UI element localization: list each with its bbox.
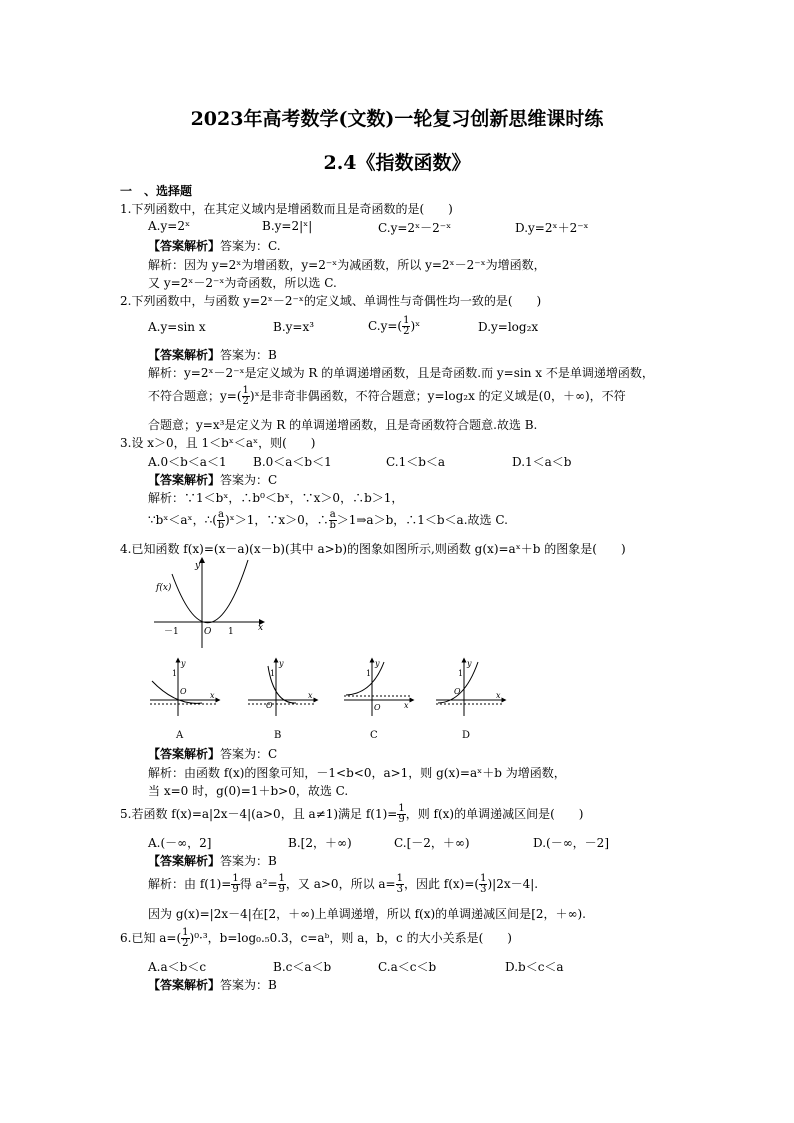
svg-text:1: 1 [458,669,464,678]
q4-one-label: 1 [228,627,234,637]
q2-option-b: B.y=x³ [273,320,315,334]
q6-stem: 6.已知 a=( $\frac{1}{2}$ )⁰·³，b=log₀.₅0.3，c=aᵇ，则 a，b，c 的大小关系是( ) [120,927,512,949]
q3-option-c: C.1＜b＜a [386,455,446,469]
option-b-graph [248,659,316,741]
svg-text:1: 1 [270,669,276,678]
svg-text:x: x [496,691,501,700]
svg-text:O: O [266,701,273,710]
q2-solution-2: 不符合题意；y=( $\frac{1}{2}$ )ˣ是非奇非偶函数，不符合题意；y=log₂x 的定义域是(0，＋∞)，不符 [148,385,626,407]
q2-option-d: D.y=log₂x [478,320,539,334]
svg-text:x: x [308,691,313,700]
option-c-label: C [370,730,378,741]
q3-solution-2: ∵bˣ＜aˣ，∴( $\frac{a}{b}$ )ˣ＞1，∵x＞0，∴ $\frac{a}{b}$ ＞1⇒a＞b，∴1＜b＜a.故选 C. [148,509,508,531]
q5-solution-2: 因为 g(x)=|2x－4|在[2，＋∞)上单调递增，所以 f(x)的单调递减区间是[2，＋∞). [148,907,586,921]
q2-stem: 2.下列函数中，与函数 y=2ˣ－2⁻ˣ的定义域、单调性与奇偶性均一致的是( ) [120,294,542,308]
q6-option-a: A.a＜b＜c [148,960,207,974]
svg-text:O: O [180,687,187,696]
q1-option-a: A.y=2ˣ [148,219,191,233]
q1-solution-2: 又 y=2ˣ－2⁻ˣ为奇函数，所以选 C. [148,276,337,290]
q4-minus-one-label: －1 [164,627,179,637]
q3-answer: 【答案解析】答案为：C [148,473,278,487]
q4-solution-1: 解析：由函数 f(x)的图象可知，－1<b<0，a>1，则 g(x)=aˣ＋b 为增函数， [148,766,566,780]
q1-answer: 【答案解析】答案为：C. [148,239,281,253]
svg-text:O: O [374,703,381,712]
q5-stem: 5.若函数 f(x)=a|2x－4|(a>0，且 a≠1)满足 f(1)= $\frac{1}{9}$ ，则 f(x)的单调递减区间是( ) [120,803,584,825]
q3-option-b: B.0＜a＜b＜1 [253,455,332,469]
q6-option-b: B.c＜a＜b [273,960,332,974]
q1-option-d: D.y=2ˣ＋2⁻ˣ [515,221,589,235]
q2-solution-3: 合题意；y=x³是定义为 R 的单调递增函数，且是奇函数符合题意.故选 B. [148,418,538,432]
q4-option-graphs [148,656,501,744]
q4-stem: 4.已知函数 f(x)=(x－a)(x－b)(其中 a>b)的图象如图所示,则函数 g(x)=aˣ＋b 的图象是( ) [120,542,626,556]
q1-option-c: C.y=2ˣ－2⁻ˣ [378,221,452,235]
q6-option-c: C.a＜c＜b [378,960,437,974]
option-b-label: B [274,730,282,741]
q4-y-label: y [195,561,201,571]
svg-text:y: y [375,659,380,668]
q3-option-d: D.1＜a＜b [512,455,572,469]
option-a-graph [150,659,218,741]
q3-solution-1: 解析：∵1＜bˣ，∴b⁰＜bˣ，∵x＞0，∴b＞1， [148,491,404,505]
q4-origin-label: O [204,627,212,637]
q4-x-label: x [258,623,264,633]
q5-option-c: C.[－2，＋∞) [394,836,470,850]
svg-text:y: y [279,659,284,668]
q3-option-a: A.0＜b＜a＜1 [148,455,227,469]
option-d-label: D [462,730,471,741]
option-c-graph [344,659,412,741]
page-title: 2023年高考数学(文数)一轮复习创新思维课时练 [190,108,604,130]
option-a-label: A [176,730,184,741]
q3-stem: 3.设 x＞0，且 1＜bˣ＜aˣ，则( ) [120,436,316,450]
q5-solution-1: 解析：由 f(1)= $\frac{1}{9}$ 得 a²= $\frac{1}{9}$ ，又 a>0，所以 a= $\frac{1}{3}$ ，因此 f(x)=( $\frac{1}{3}$ )|2x－4|. [148,873,539,895]
q5-option-a: A.(－∞，2] [148,836,212,850]
option-d-graph [436,659,504,741]
svg-text:1: 1 [366,669,372,678]
q1-option-b: B.y=2|ˣ| [262,219,313,233]
svg-text:1: 1 [172,669,178,678]
q1-stem: 1.下列函数中，在其定义域内是增函数而且是奇函数的是( ) [120,202,453,216]
q2-option-c: C.y=( $\frac{1}{2}$ )ˣ [368,315,421,337]
q1-solution-1: 解析：因为 y=2ˣ为增函数，y=2⁻ˣ为减函数，所以 y=2ˣ－2⁻ˣ为增函数， [148,258,546,272]
svg-text:y: y [467,659,472,668]
q5-answer: 【答案解析】答案为：B [148,854,277,868]
q5-option-b: B.[2，＋∞) [288,836,352,850]
svg-text:y: y [181,659,186,668]
q2-solution-1: 解析：y=2ˣ－2⁻ˣ是定义域为 R 的单调递增函数，且是奇函数.而 y=sin x 不是单调递增函数， [148,366,654,380]
q4-answer: 【答案解析】答案为：C [148,747,278,761]
section-heading: 一 、选择题 [120,184,193,198]
q6-option-d: D.b＜c＜a [505,960,564,974]
q4-fx-label: f(x) [156,583,172,593]
svg-text:O: O [454,687,461,696]
page-subtitle: 2.4《指数函数》 [323,152,471,174]
q2-option-a: A.y=sin x [148,320,206,334]
q4-main-graph [150,556,270,650]
q5-option-d: D.(－∞，－2] [533,836,610,850]
svg-text:x: x [404,701,409,710]
q6-answer: 【答案解析】答案为：B [148,978,277,992]
q2-answer: 【答案解析】答案为：B [148,348,277,362]
q4-solution-2: 当 x=0 时，g(0)=1＋b>0，故选 C. [148,784,349,798]
svg-text:x: x [210,691,215,700]
